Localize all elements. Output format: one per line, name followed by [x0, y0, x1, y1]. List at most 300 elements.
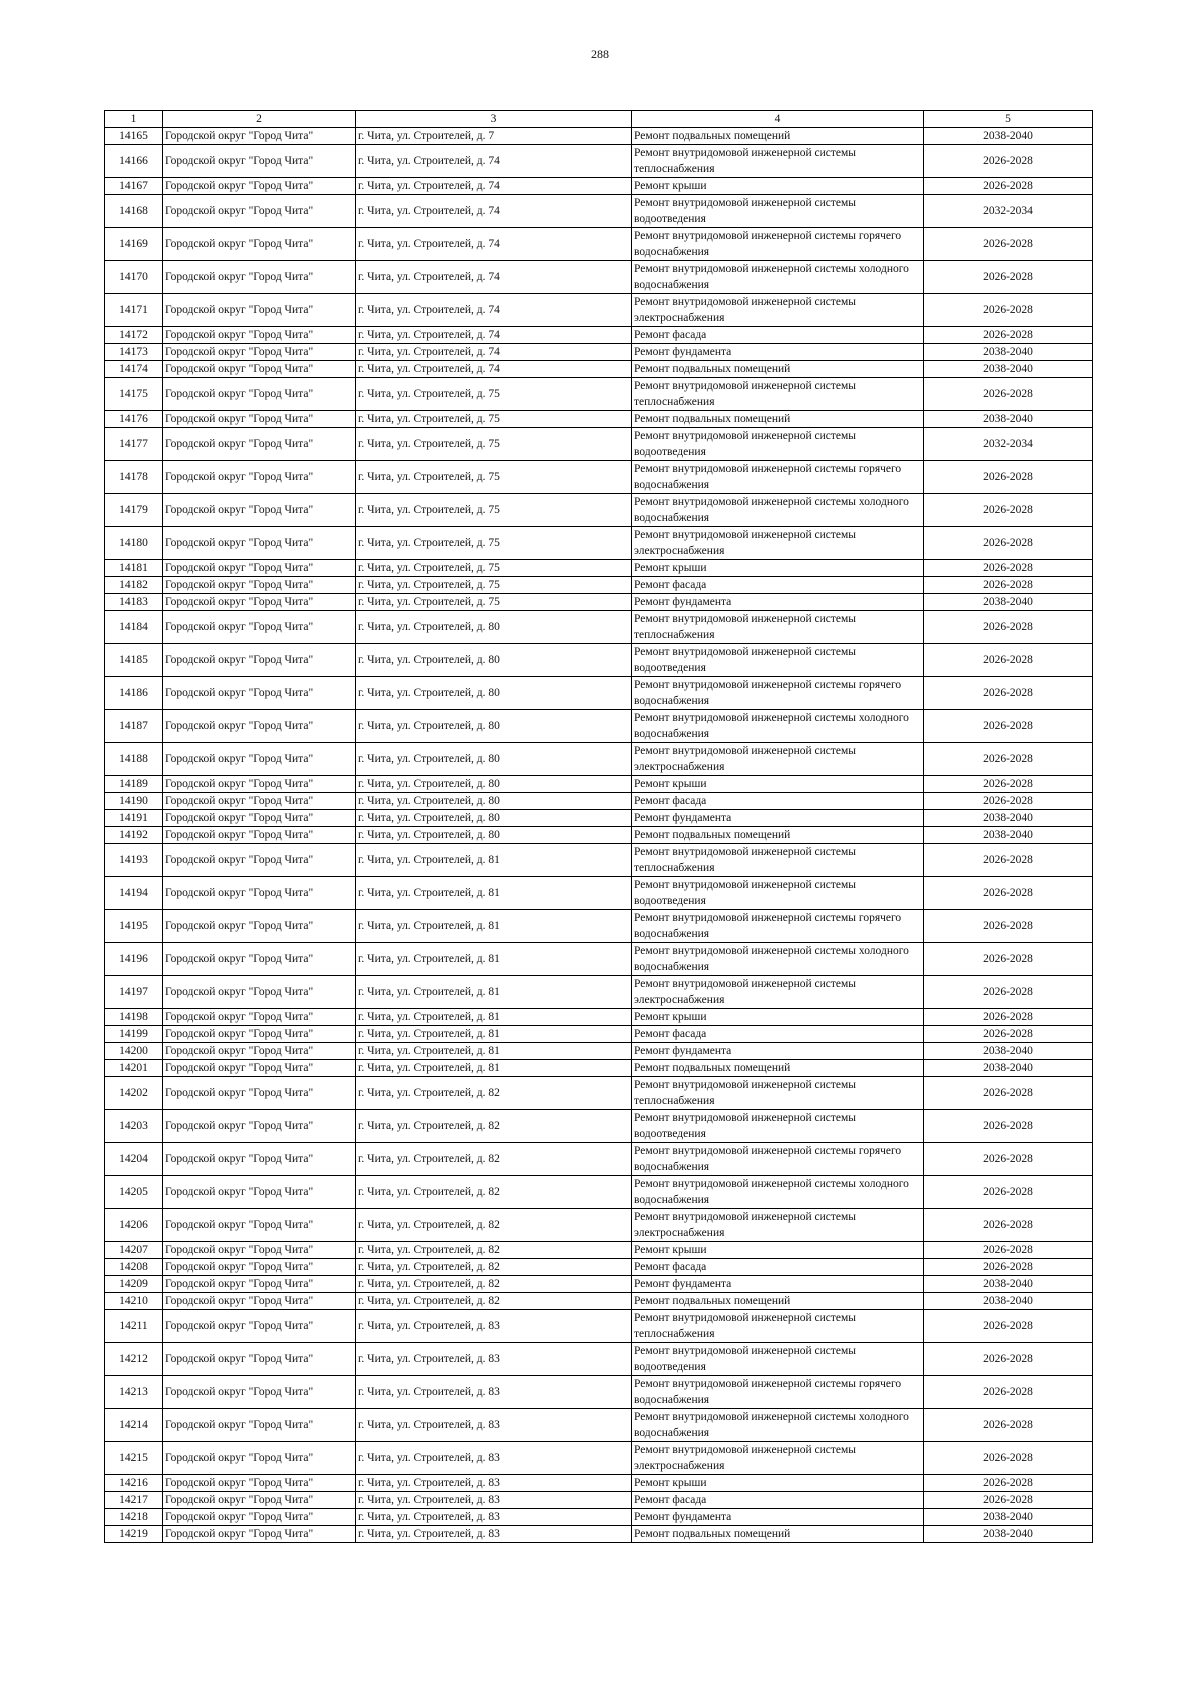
cell-row-number: 14176 [105, 411, 163, 428]
cell-row-number: 14210 [105, 1293, 163, 1310]
cell-row-number: 14204 [105, 1143, 163, 1176]
cell-municipality: Городской округ "Город Чита" [163, 1176, 356, 1209]
cell-row-number: 14166 [105, 145, 163, 178]
cell-period: 2026-2028 [924, 1009, 1093, 1026]
cell-work-type: Ремонт внутридомовой инженерной системы горячего водоснабжения [632, 677, 924, 710]
table-row [105, 776, 1093, 793]
cell-period: 2026-2028 [924, 1077, 1093, 1110]
cell-period: 2026-2028 [924, 743, 1093, 776]
cell-row-number: 14165 [105, 128, 163, 145]
column-header: 5 [924, 111, 1093, 128]
cell-municipality: Городской округ "Город Чита" [163, 461, 356, 494]
cell-row-number: 14179 [105, 494, 163, 527]
cell-row-number: 14186 [105, 677, 163, 710]
cell-period: 2026-2028 [924, 1143, 1093, 1176]
cell-period: 2026-2028 [924, 1376, 1093, 1409]
cell-period: 2026-2028 [924, 877, 1093, 910]
cell-municipality: Городской округ "Город Чита" [163, 261, 356, 294]
table-row [105, 1376, 1093, 1409]
cell-row-number: 14218 [105, 1509, 163, 1526]
cell-address: г. Чита, ул. Строителей, д. 82 [356, 1293, 632, 1310]
cell-period: 2038-2040 [924, 810, 1093, 827]
table-row [105, 1176, 1093, 1209]
cell-municipality: Городской округ "Город Чита" [163, 1376, 356, 1409]
cell-row-number: 14207 [105, 1242, 163, 1259]
table-row [105, 1492, 1093, 1509]
cell-work-type: Ремонт внутридомовой инженерной системы теплоснабжения [632, 1077, 924, 1110]
table-row [105, 793, 1093, 810]
cell-address: г. Чита, ул. Строителей, д. 74 [356, 261, 632, 294]
cell-row-number: 14206 [105, 1209, 163, 1242]
cell-municipality: Городской округ "Город Чита" [163, 1276, 356, 1293]
table-row [105, 1009, 1093, 1026]
column-header: 4 [632, 111, 924, 128]
cell-work-type: Ремонт крыши [632, 776, 924, 793]
cell-work-type: Ремонт крыши [632, 1009, 924, 1026]
cell-municipality: Городской округ "Город Чита" [163, 494, 356, 527]
cell-work-type: Ремонт крыши [632, 1475, 924, 1492]
cell-municipality: Городской округ "Город Чита" [163, 228, 356, 261]
cell-municipality: Городской округ "Город Чита" [163, 1509, 356, 1526]
cell-work-type: Ремонт внутридомовой инженерной системы горячего водоснабжения [632, 228, 924, 261]
cell-work-type: Ремонт крыши [632, 178, 924, 195]
table-row [105, 677, 1093, 710]
cell-address: г. Чита, ул. Строителей, д. 82 [356, 1176, 632, 1209]
cell-address: г. Чита, ул. Строителей, д. 74 [356, 344, 632, 361]
cell-row-number: 14202 [105, 1077, 163, 1110]
cell-municipality: Городской округ "Город Чита" [163, 527, 356, 560]
table-row [105, 810, 1093, 827]
column-header: 2 [163, 111, 356, 128]
table-body [105, 111, 1093, 1543]
cell-row-number: 14199 [105, 1026, 163, 1043]
cell-work-type: Ремонт фасада [632, 793, 924, 810]
cell-period: 2032-2034 [924, 195, 1093, 228]
cell-row-number: 14170 [105, 261, 163, 294]
cell-address: г. Чита, ул. Строителей, д. 75 [356, 428, 632, 461]
table-row [105, 178, 1093, 195]
cell-row-number: 14177 [105, 428, 163, 461]
cell-work-type: Ремонт подвальных помещений [632, 1526, 924, 1543]
cell-period: 2038-2040 [924, 1060, 1093, 1077]
cell-municipality: Городской округ "Город Чита" [163, 1343, 356, 1376]
cell-period: 2026-2028 [924, 910, 1093, 943]
cell-row-number: 14188 [105, 743, 163, 776]
cell-address: г. Чита, ул. Строителей, д. 82 [356, 1259, 632, 1276]
cell-work-type: Ремонт внутридомовой инженерной системы горячего водоснабжения [632, 461, 924, 494]
cell-address: г. Чита, ул. Строителей, д. 80 [356, 677, 632, 710]
cell-address: г. Чита, ул. Строителей, д. 82 [356, 1110, 632, 1143]
cell-municipality: Городской округ "Город Чита" [163, 1442, 356, 1475]
cell-work-type: Ремонт внутридомовой инженерной системы горячего водоснабжения [632, 910, 924, 943]
cell-work-type: Ремонт фундамента [632, 1276, 924, 1293]
cell-work-type: Ремонт внутридомовой инженерной системы теплоснабжения [632, 611, 924, 644]
cell-address: г. Чита, ул. Строителей, д. 81 [356, 877, 632, 910]
cell-period: 2026-2028 [924, 1110, 1093, 1143]
cell-period: 2026-2028 [924, 494, 1093, 527]
table-row [105, 943, 1093, 976]
cell-work-type: Ремонт внутридомовой инженерной системы электроснабжения [632, 1209, 924, 1242]
cell-address: г. Чита, ул. Строителей, д. 80 [356, 743, 632, 776]
cell-address: г. Чита, ул. Строителей, д. 81 [356, 910, 632, 943]
cell-period: 2026-2028 [924, 793, 1093, 810]
table-row [105, 827, 1093, 844]
cell-work-type: Ремонт внутридомовой инженерной системы водоотведения [632, 195, 924, 228]
cell-work-type: Ремонт внутридомовой инженерной системы холодного водоснабжения [632, 943, 924, 976]
page-number: 288 [591, 47, 609, 61]
cell-period: 2026-2028 [924, 1409, 1093, 1442]
column-header: 1 [105, 111, 163, 128]
cell-municipality: Городской округ "Город Чита" [163, 743, 356, 776]
cell-address: г. Чита, ул. Строителей, д. 80 [356, 793, 632, 810]
cell-period: 2026-2028 [924, 1442, 1093, 1475]
cell-municipality: Городской округ "Город Чита" [163, 1475, 356, 1492]
cell-work-type: Ремонт внутридомовой инженерной системы электроснабжения [632, 743, 924, 776]
cell-municipality: Городской округ "Город Чита" [163, 1310, 356, 1343]
table-row [105, 743, 1093, 776]
cell-municipality: Городской округ "Город Чита" [163, 677, 356, 710]
cell-address: г. Чита, ул. Строителей, д. 75 [356, 577, 632, 594]
cell-municipality: Городской округ "Город Чита" [163, 1242, 356, 1259]
cell-municipality: Городской округ "Город Чита" [163, 976, 356, 1009]
table-row [105, 877, 1093, 910]
cell-period: 2026-2028 [924, 1242, 1093, 1259]
cell-address: г. Чита, ул. Строителей, д. 74 [356, 327, 632, 344]
cell-row-number: 14190 [105, 793, 163, 810]
cell-row-number: 14189 [105, 776, 163, 793]
cell-address: г. Чита, ул. Строителей, д. 80 [356, 827, 632, 844]
table-row [105, 361, 1093, 378]
table-row [105, 1209, 1093, 1242]
cell-row-number: 14168 [105, 195, 163, 228]
cell-municipality: Городской округ "Город Чита" [163, 1026, 356, 1043]
cell-work-type: Ремонт подвальных помещений [632, 1293, 924, 1310]
cell-work-type: Ремонт внутридомовой инженерной системы теплоснабжения [632, 378, 924, 411]
cell-row-number: 14198 [105, 1009, 163, 1026]
cell-address: г. Чита, ул. Строителей, д. 83 [356, 1409, 632, 1442]
table-row [105, 461, 1093, 494]
cell-address: г. Чита, ул. Строителей, д. 81 [356, 1026, 632, 1043]
cell-row-number: 14169 [105, 228, 163, 261]
cell-municipality: Городской округ "Город Чита" [163, 877, 356, 910]
table-row [105, 1509, 1093, 1526]
cell-period: 2026-2028 [924, 1310, 1093, 1343]
table-row [105, 611, 1093, 644]
table-row [105, 128, 1093, 145]
cell-address: г. Чита, ул. Строителей, д. 80 [356, 810, 632, 827]
table-row [105, 1526, 1093, 1543]
table-row [105, 1310, 1093, 1343]
cell-municipality: Городской округ "Город Чита" [163, 943, 356, 976]
table-row [105, 527, 1093, 560]
cell-period: 2038-2040 [924, 411, 1093, 428]
cell-row-number: 14193 [105, 844, 163, 877]
table-row [105, 1259, 1093, 1276]
cell-period: 2026-2028 [924, 844, 1093, 877]
cell-address: г. Чита, ул. Строителей, д. 74 [356, 228, 632, 261]
cell-municipality: Городской округ "Город Чита" [163, 910, 356, 943]
cell-work-type: Ремонт подвальных помещений [632, 128, 924, 145]
cell-row-number: 14174 [105, 361, 163, 378]
cell-period: 2026-2028 [924, 1026, 1093, 1043]
cell-period: 2038-2040 [924, 344, 1093, 361]
cell-row-number: 14208 [105, 1259, 163, 1276]
cell-municipality: Городской округ "Город Чита" [163, 1259, 356, 1276]
cell-period: 2026-2028 [924, 943, 1093, 976]
cell-period: 2026-2028 [924, 710, 1093, 743]
cell-address: г. Чита, ул. Строителей, д. 83 [356, 1526, 632, 1543]
table-row [105, 560, 1093, 577]
cell-period: 2026-2028 [924, 527, 1093, 560]
cell-municipality: Городской округ "Город Чита" [163, 1492, 356, 1509]
cell-work-type: Ремонт фундамента [632, 1509, 924, 1526]
cell-work-type: Ремонт фундамента [632, 344, 924, 361]
cell-work-type: Ремонт внутридомовой инженерной системы водоотведения [632, 644, 924, 677]
table-row [105, 1343, 1093, 1376]
table-row [105, 1143, 1093, 1176]
cell-period: 2026-2028 [924, 461, 1093, 494]
cell-period: 2026-2028 [924, 776, 1093, 793]
table-row [105, 1110, 1093, 1143]
cell-period: 2026-2028 [924, 1343, 1093, 1376]
cell-row-number: 14212 [105, 1343, 163, 1376]
cell-address: г. Чита, ул. Строителей, д. 80 [356, 611, 632, 644]
cell-row-number: 14209 [105, 1276, 163, 1293]
cell-address: г. Чита, ул. Строителей, д. 82 [356, 1143, 632, 1176]
cell-work-type: Ремонт фасада [632, 1492, 924, 1509]
cell-address: г. Чита, ул. Строителей, д. 74 [356, 195, 632, 228]
cell-period: 2038-2040 [924, 1509, 1093, 1526]
cell-work-type: Ремонт крыши [632, 1242, 924, 1259]
cell-address: г. Чита, ул. Строителей, д. 80 [356, 644, 632, 677]
cell-row-number: 14201 [105, 1060, 163, 1077]
cell-address: г. Чита, ул. Строителей, д. 83 [356, 1492, 632, 1509]
cell-period: 2026-2028 [924, 327, 1093, 344]
cell-address: г. Чита, ул. Строителей, д. 75 [356, 378, 632, 411]
cell-municipality: Городской округ "Город Чита" [163, 793, 356, 810]
cell-municipality: Городской округ "Город Чита" [163, 428, 356, 461]
cell-row-number: 14219 [105, 1526, 163, 1543]
table-row [105, 411, 1093, 428]
table-row [105, 428, 1093, 461]
cell-municipality: Городской округ "Город Чита" [163, 1009, 356, 1026]
cell-municipality: Городской округ "Город Чита" [163, 361, 356, 378]
table-row [105, 910, 1093, 943]
table-row [105, 195, 1093, 228]
cell-address: г. Чита, ул. Строителей, д. 75 [356, 594, 632, 611]
cell-address: г. Чита, ул. Строителей, д. 74 [356, 178, 632, 195]
cell-period: 2026-2028 [924, 178, 1093, 195]
cell-period: 2038-2040 [924, 594, 1093, 611]
cell-row-number: 14184 [105, 611, 163, 644]
table-row [105, 1276, 1093, 1293]
cell-work-type: Ремонт внутридомовой инженерной системы водоотведения [632, 877, 924, 910]
cell-municipality: Городской округ "Город Чита" [163, 844, 356, 877]
cell-municipality: Городской округ "Город Чита" [163, 1143, 356, 1176]
cell-work-type: Ремонт внутридомовой инженерной системы водоотведения [632, 428, 924, 461]
table-row [105, 1242, 1093, 1259]
cell-row-number: 14205 [105, 1176, 163, 1209]
column-header: 3 [356, 111, 632, 128]
cell-period: 2032-2034 [924, 428, 1093, 461]
cell-work-type: Ремонт внутридомовой инженерной системы электроснабжения [632, 976, 924, 1009]
cell-period: 2026-2028 [924, 677, 1093, 710]
cell-municipality: Городской округ "Город Чита" [163, 810, 356, 827]
cell-row-number: 14181 [105, 560, 163, 577]
table-row [105, 577, 1093, 594]
cell-municipality: Городской округ "Город Чита" [163, 577, 356, 594]
cell-address: г. Чита, ул. Строителей, д. 75 [356, 411, 632, 428]
cell-municipality: Городской округ "Город Чита" [163, 611, 356, 644]
cell-work-type: Ремонт подвальных помещений [632, 361, 924, 378]
cell-period: 2026-2028 [924, 294, 1093, 327]
cell-address: г. Чита, ул. Строителей, д. 80 [356, 710, 632, 743]
cell-address: г. Чита, ул. Строителей, д. 83 [356, 1376, 632, 1409]
cell-address: г. Чита, ул. Строителей, д. 74 [356, 145, 632, 178]
cell-municipality: Городской округ "Город Чита" [163, 195, 356, 228]
cell-row-number: 14180 [105, 527, 163, 560]
cell-address: г. Чита, ул. Строителей, д. 81 [356, 1043, 632, 1060]
cell-row-number: 14178 [105, 461, 163, 494]
table-row [105, 294, 1093, 327]
table-row [105, 1060, 1093, 1077]
cell-address: г. Чита, ул. Строителей, д. 82 [356, 1209, 632, 1242]
cell-address: г. Чита, ул. Строителей, д. 83 [356, 1442, 632, 1475]
cell-work-type: Ремонт внутридомовой инженерной системы холодного водоснабжения [632, 1176, 924, 1209]
table-header-row [105, 111, 1093, 128]
cell-row-number: 14216 [105, 1475, 163, 1492]
cell-address: г. Чита, ул. Строителей, д. 75 [356, 527, 632, 560]
table-row [105, 261, 1093, 294]
cell-municipality: Городской округ "Город Чита" [163, 145, 356, 178]
cell-municipality: Городской округ "Город Чита" [163, 1043, 356, 1060]
cell-municipality: Городской округ "Город Чита" [163, 1060, 356, 1077]
cell-address: г. Чита, ул. Строителей, д. 82 [356, 1276, 632, 1293]
cell-work-type: Ремонт крыши [632, 560, 924, 577]
table-row [105, 1442, 1093, 1475]
cell-work-type: Ремонт внутридомовой инженерной системы электроснабжения [632, 527, 924, 560]
cell-row-number: 14167 [105, 178, 163, 195]
cell-row-number: 14175 [105, 378, 163, 411]
cell-row-number: 14200 [105, 1043, 163, 1060]
cell-row-number: 14187 [105, 710, 163, 743]
cell-municipality: Городской округ "Город Чита" [163, 128, 356, 145]
cell-address: г. Чита, ул. Строителей, д. 74 [356, 361, 632, 378]
cell-work-type: Ремонт подвальных помещений [632, 1060, 924, 1077]
cell-work-type: Ремонт фасада [632, 327, 924, 344]
cell-work-type: Ремонт внутридомовой инженерной системы электроснабжения [632, 294, 924, 327]
cell-work-type: Ремонт фундамента [632, 594, 924, 611]
cell-row-number: 14173 [105, 344, 163, 361]
cell-row-number: 14195 [105, 910, 163, 943]
cell-row-number: 14192 [105, 827, 163, 844]
cell-work-type: Ремонт внутридомовой инженерной системы горячего водоснабжения [632, 1376, 924, 1409]
cell-row-number: 14185 [105, 644, 163, 677]
cell-row-number: 14183 [105, 594, 163, 611]
cell-period: 2038-2040 [924, 1526, 1093, 1543]
cell-work-type: Ремонт фасада [632, 1259, 924, 1276]
table-row [105, 710, 1093, 743]
cell-row-number: 14217 [105, 1492, 163, 1509]
cell-address: г. Чита, ул. Строителей, д. 81 [356, 844, 632, 877]
cell-address: г. Чита, ул. Строителей, д. 82 [356, 1077, 632, 1110]
cell-municipality: Городской округ "Город Чита" [163, 1209, 356, 1242]
table-row [105, 1077, 1093, 1110]
cell-work-type: Ремонт внутридомовой инженерной системы электроснабжения [632, 1442, 924, 1475]
cell-address: г. Чита, ул. Строителей, д. 75 [356, 461, 632, 494]
cell-address: г. Чита, ул. Строителей, д. 80 [356, 776, 632, 793]
cell-row-number: 14196 [105, 943, 163, 976]
table-row [105, 844, 1093, 877]
cell-work-type: Ремонт внутридомовой инженерной системы теплоснабжения [632, 1310, 924, 1343]
cell-municipality: Городской округ "Город Чита" [163, 378, 356, 411]
cell-municipality: Городской округ "Город Чита" [163, 178, 356, 195]
cell-municipality: Городской округ "Город Чита" [163, 594, 356, 611]
table-row [105, 1026, 1093, 1043]
cell-municipality: Городской округ "Город Чита" [163, 1409, 356, 1442]
cell-row-number: 14194 [105, 877, 163, 910]
cell-address: г. Чита, ул. Строителей, д. 83 [356, 1509, 632, 1526]
table-row [105, 1043, 1093, 1060]
cell-work-type: Ремонт внутридомовой инженерной системы теплоснабжения [632, 844, 924, 877]
cell-work-type: Ремонт внутридомовой инженерной системы водоотведения [632, 1343, 924, 1376]
cell-address: г. Чита, ул. Строителей, д. 81 [356, 976, 632, 1009]
cell-period: 2038-2040 [924, 361, 1093, 378]
cell-work-type: Ремонт подвальных помещений [632, 411, 924, 428]
cell-municipality: Городской округ "Город Чита" [163, 344, 356, 361]
cell-period: 2038-2040 [924, 1276, 1093, 1293]
table-row [105, 378, 1093, 411]
cell-row-number: 14214 [105, 1409, 163, 1442]
table-row [105, 594, 1093, 611]
cell-address: г. Чита, ул. Строителей, д. 75 [356, 494, 632, 527]
cell-work-type: Ремонт внутридомовой инженерной системы водоотведения [632, 1110, 924, 1143]
cell-work-type: Ремонт фасада [632, 1026, 924, 1043]
cell-period: 2026-2028 [924, 228, 1093, 261]
table-row [105, 644, 1093, 677]
cell-work-type: Ремонт внутридомовой инженерной системы теплоснабжения [632, 145, 924, 178]
cell-work-type: Ремонт внутридомовой инженерной системы холодного водоснабжения [632, 261, 924, 294]
cell-municipality: Городской округ "Город Чита" [163, 294, 356, 327]
table-row [105, 1475, 1093, 1492]
cell-address: г. Чита, ул. Строителей, д. 81 [356, 1009, 632, 1026]
cell-period: 2026-2028 [924, 261, 1093, 294]
cell-row-number: 14191 [105, 810, 163, 827]
cell-period: 2026-2028 [924, 1176, 1093, 1209]
table-row [105, 494, 1093, 527]
cell-row-number: 14215 [105, 1442, 163, 1475]
table-row [105, 145, 1093, 178]
cell-municipality: Городской округ "Город Чита" [163, 327, 356, 344]
cell-address: г. Чита, ул. Строителей, д. 81 [356, 1060, 632, 1077]
repair-schedule-table [104, 110, 1093, 1543]
cell-municipality: Городской округ "Город Чита" [163, 1077, 356, 1110]
cell-work-type: Ремонт внутридомовой инженерной системы холодного водоснабжения [632, 710, 924, 743]
cell-row-number: 14171 [105, 294, 163, 327]
cell-address: г. Чита, ул. Строителей, д. 82 [356, 1242, 632, 1259]
cell-address: г. Чита, ул. Строителей, д. 7 [356, 128, 632, 145]
cell-address: г. Чита, ул. Строителей, д. 83 [356, 1475, 632, 1492]
cell-address: г. Чита, ул. Строителей, д. 83 [356, 1310, 632, 1343]
cell-period: 2026-2028 [924, 1209, 1093, 1242]
cell-period: 2038-2040 [924, 128, 1093, 145]
table-row [105, 1409, 1093, 1442]
cell-work-type: Ремонт фундамента [632, 810, 924, 827]
cell-period: 2026-2028 [924, 644, 1093, 677]
table-row [105, 327, 1093, 344]
table-row [105, 976, 1093, 1009]
cell-row-number: 14197 [105, 976, 163, 1009]
